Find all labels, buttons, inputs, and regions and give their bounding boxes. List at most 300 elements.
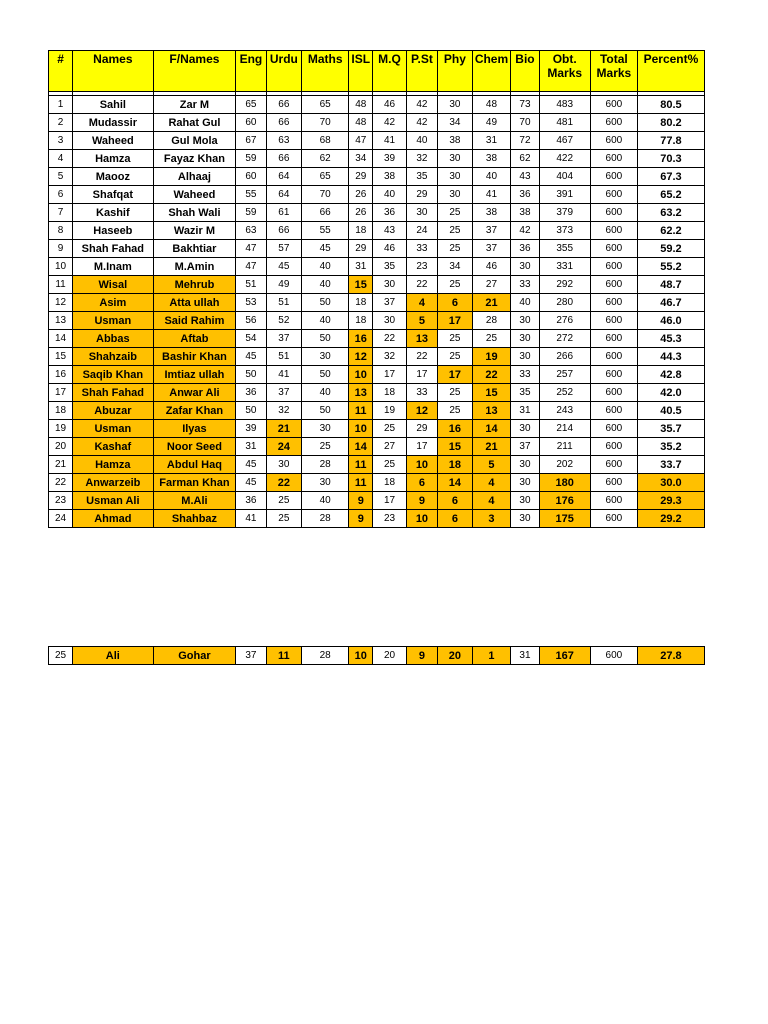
- isl-cell: 26: [349, 204, 373, 222]
- total-marks-cell: 600: [590, 132, 637, 150]
- mq-cell: 37: [373, 294, 406, 312]
- obtained-marks-cell: 180: [539, 474, 590, 492]
- chem-cell: 31: [472, 132, 511, 150]
- father-name-cell: Mehrub: [153, 276, 236, 294]
- percent-cell: 55.2: [637, 258, 704, 276]
- total-marks-cell: 600: [590, 348, 637, 366]
- mq-cell: 46: [373, 240, 406, 258]
- total-marks-header: Total Marks: [590, 51, 637, 92]
- mq-cell: 30: [373, 312, 406, 330]
- serial-cell: 6: [49, 186, 73, 204]
- isl-cell: 34: [349, 150, 373, 168]
- father-name-cell: Wazir M: [153, 222, 236, 240]
- pst-cell: 32: [406, 150, 437, 168]
- mq-cell: 25: [373, 420, 406, 438]
- maths-cell: 40: [302, 492, 349, 510]
- serial-cell: 22: [49, 474, 73, 492]
- mq-cell: 41: [373, 132, 406, 150]
- name-cell: Hamza: [73, 456, 154, 474]
- father-name-cell: Bakhtiar: [153, 240, 236, 258]
- urdu-cell: 41: [266, 366, 302, 384]
- obtained-marks-cell: 391: [539, 186, 590, 204]
- father-name-cell: Zafar Khan: [153, 402, 236, 420]
- total-marks-cell: 600: [590, 96, 637, 114]
- isl-cell: 9: [349, 510, 373, 528]
- obtained-marks-cell: 373: [539, 222, 590, 240]
- mq-cell: 27: [373, 438, 406, 456]
- percent-cell: 42.8: [637, 366, 704, 384]
- percent-cell: 27.8: [637, 647, 704, 665]
- isl-cell: 18: [349, 222, 373, 240]
- name-cell: Abuzar: [73, 402, 154, 420]
- eng-cell: 65: [236, 96, 266, 114]
- isl-cell: 48: [349, 96, 373, 114]
- chem-cell: 19: [472, 348, 511, 366]
- serial-cell: 14: [49, 330, 73, 348]
- serial-cell: 16: [49, 366, 73, 384]
- pst-cell: 42: [406, 96, 437, 114]
- table-row: [49, 96, 705, 114]
- isl-cell: 47: [349, 132, 373, 150]
- total-marks-cell: 600: [590, 168, 637, 186]
- father-name-cell: Noor Seed: [153, 438, 236, 456]
- chem-cell: 38: [472, 150, 511, 168]
- maths-header: Maths: [302, 51, 349, 92]
- percent-cell: 59.2: [637, 240, 704, 258]
- mq-cell: 20: [373, 647, 406, 665]
- total-marks-cell: 600: [590, 294, 637, 312]
- bio-cell: 30: [511, 456, 539, 474]
- maths-cell: 68: [302, 132, 349, 150]
- total-marks-cell: 600: [590, 276, 637, 294]
- serial-cell: 7: [49, 204, 73, 222]
- phy-cell: 25: [438, 204, 473, 222]
- mq-cell: 43: [373, 222, 406, 240]
- name-cell: Usman: [73, 420, 154, 438]
- chem-cell: 38: [472, 204, 511, 222]
- pst-cell: 22: [406, 276, 437, 294]
- bio-cell: 30: [511, 348, 539, 366]
- name-cell: M.Inam: [73, 258, 154, 276]
- pst-cell: 10: [406, 510, 437, 528]
- maths-cell: 55: [302, 222, 349, 240]
- pst-cell: 35: [406, 168, 437, 186]
- table-row: [49, 168, 705, 186]
- total-marks-cell: 600: [590, 258, 637, 276]
- total-marks-cell: 600: [590, 402, 637, 420]
- isl-cell: 31: [349, 258, 373, 276]
- percent-cell: 62.2: [637, 222, 704, 240]
- mq-cell: 17: [373, 492, 406, 510]
- name-cell: Shahzaib: [73, 348, 154, 366]
- chem-cell: 37: [472, 222, 511, 240]
- results-table: [48, 50, 705, 528]
- phy-cell: 30: [438, 150, 473, 168]
- eng-cell: 37: [236, 647, 266, 665]
- father-name-cell: M.Ali: [153, 492, 236, 510]
- maths-cell: 50: [302, 366, 349, 384]
- maths-cell: 40: [302, 312, 349, 330]
- chem-cell: 21: [472, 294, 511, 312]
- percent-cell: 30.0: [637, 474, 704, 492]
- mq-cell: 18: [373, 384, 406, 402]
- phy-cell: 20: [438, 647, 473, 665]
- phy-cell: 34: [438, 114, 473, 132]
- isl-cell: 11: [349, 474, 373, 492]
- serial-cell: 13: [49, 312, 73, 330]
- name-cell: Abbas: [73, 330, 154, 348]
- mq-cell: 25: [373, 456, 406, 474]
- mq-cell: 35: [373, 258, 406, 276]
- phy-cell: 6: [438, 492, 473, 510]
- serial-cell: 18: [49, 402, 73, 420]
- table-row: [49, 348, 705, 366]
- father-name-cell: Zar M: [153, 96, 236, 114]
- phy-cell: 6: [438, 294, 473, 312]
- serial-cell: 23: [49, 492, 73, 510]
- mq-cell: 30: [373, 276, 406, 294]
- pst-cell: 13: [406, 330, 437, 348]
- total-marks-cell: 600: [590, 222, 637, 240]
- eng-cell: 59: [236, 150, 266, 168]
- obtained-marks-header: Obt. Marks: [539, 51, 590, 92]
- table-row: [49, 438, 705, 456]
- mq-cell: 18: [373, 474, 406, 492]
- father-name-cell: Gohar: [153, 647, 236, 665]
- percent-header: Percent%: [637, 51, 704, 92]
- percent-cell: 77.8: [637, 132, 704, 150]
- urdu-cell: 63: [266, 132, 302, 150]
- father-name-cell: Abdul Haq: [153, 456, 236, 474]
- mq-cell: 19: [373, 402, 406, 420]
- isl-cell: 10: [349, 647, 373, 665]
- serial-cell: 10: [49, 258, 73, 276]
- eng-cell: 56: [236, 312, 266, 330]
- urdu-cell: 32: [266, 402, 302, 420]
- percent-cell: 80.2: [637, 114, 704, 132]
- obtained-marks-cell: 422: [539, 150, 590, 168]
- isl-cell: 11: [349, 402, 373, 420]
- chem-cell: 40: [472, 168, 511, 186]
- obtained-marks-cell: 211: [539, 438, 590, 456]
- urdu-header: Urdu: [266, 51, 302, 92]
- eng-cell: 47: [236, 240, 266, 258]
- percent-cell: 44.3: [637, 348, 704, 366]
- mq-cell: 17: [373, 366, 406, 384]
- chem-cell: 1: [472, 647, 511, 665]
- percent-cell: 48.7: [637, 276, 704, 294]
- table-row: [49, 204, 705, 222]
- obtained-marks-cell: 243: [539, 402, 590, 420]
- obtained-marks-cell: 379: [539, 204, 590, 222]
- maths-cell: 66: [302, 204, 349, 222]
- total-marks-cell: 600: [590, 420, 637, 438]
- table-row: [49, 114, 705, 132]
- chem-cell: 37: [472, 240, 511, 258]
- urdu-cell: 64: [266, 168, 302, 186]
- serial-cell: 1: [49, 96, 73, 114]
- isl-cell: 11: [349, 456, 373, 474]
- isl-cell: 48: [349, 114, 373, 132]
- obtained-marks-cell: 266: [539, 348, 590, 366]
- urdu-cell: 57: [266, 240, 302, 258]
- obtained-marks-cell: 167: [539, 647, 590, 665]
- eng-cell: 45: [236, 474, 266, 492]
- maths-cell: 50: [302, 294, 349, 312]
- total-marks-cell: 600: [590, 474, 637, 492]
- mq-cell: 22: [373, 330, 406, 348]
- percent-cell: 40.5: [637, 402, 704, 420]
- name-cell: Ahmad: [73, 510, 154, 528]
- table-row: [49, 420, 705, 438]
- name-cell: Shah Fahad: [73, 240, 154, 258]
- table-row: [49, 258, 705, 276]
- header-row: [49, 51, 705, 92]
- name-cell: Usman: [73, 312, 154, 330]
- chem-cell: 15: [472, 384, 511, 402]
- urdu-cell: 45: [266, 258, 302, 276]
- percent-cell: 63.2: [637, 204, 704, 222]
- table-row: [49, 132, 705, 150]
- bio-cell: 30: [511, 258, 539, 276]
- eng-cell: 36: [236, 492, 266, 510]
- mq-cell: 46: [373, 96, 406, 114]
- urdu-cell: 66: [266, 150, 302, 168]
- father-name-cell: Fayaz Khan: [153, 150, 236, 168]
- table-row: [49, 186, 705, 204]
- father-name-cell: Shahbaz: [153, 510, 236, 528]
- percent-cell: 45.3: [637, 330, 704, 348]
- chem-header: Chem: [472, 51, 511, 92]
- father-name-cell: Alhaaj: [153, 168, 236, 186]
- bio-cell: 31: [511, 402, 539, 420]
- total-marks-cell: 600: [590, 456, 637, 474]
- mq-cell: 42: [373, 114, 406, 132]
- father-name-cell: Farman Khan: [153, 474, 236, 492]
- eng-cell: 41: [236, 510, 266, 528]
- table-row: [49, 366, 705, 384]
- obtained-marks-cell: 202: [539, 456, 590, 474]
- table-row: [49, 647, 705, 665]
- urdu-cell: 11: [266, 647, 302, 665]
- isl-cell: 10: [349, 420, 373, 438]
- total-marks-cell: 600: [590, 204, 637, 222]
- table-row: [49, 240, 705, 258]
- obtained-marks-cell: 276: [539, 312, 590, 330]
- table-row: [49, 294, 705, 312]
- serial-cell: 20: [49, 438, 73, 456]
- maths-cell: 25: [302, 438, 349, 456]
- serial-cell: 5: [49, 168, 73, 186]
- eng-cell: 50: [236, 366, 266, 384]
- mq-cell: 38: [373, 168, 406, 186]
- serial-cell: 15: [49, 348, 73, 366]
- isl-cell: 29: [349, 168, 373, 186]
- mq-cell: 23: [373, 510, 406, 528]
- total-marks-cell: 600: [590, 510, 637, 528]
- obtained-marks-cell: 355: [539, 240, 590, 258]
- pst-cell: 29: [406, 420, 437, 438]
- pst-cell: 22: [406, 348, 437, 366]
- bio-cell: 30: [511, 492, 539, 510]
- name-cell: Usman Ali: [73, 492, 154, 510]
- isl-cell: 18: [349, 312, 373, 330]
- phy-cell: 25: [438, 384, 473, 402]
- name-cell: Kashif: [73, 204, 154, 222]
- percent-cell: 46.7: [637, 294, 704, 312]
- eng-cell: 63: [236, 222, 266, 240]
- urdu-cell: 49: [266, 276, 302, 294]
- total-marks-cell: 600: [590, 150, 637, 168]
- obtained-marks-cell: 176: [539, 492, 590, 510]
- chem-cell: 41: [472, 186, 511, 204]
- urdu-cell: 66: [266, 96, 302, 114]
- pst-cell: 23: [406, 258, 437, 276]
- isl-cell: 9: [349, 492, 373, 510]
- serial-cell: 12: [49, 294, 73, 312]
- chem-cell: 27: [472, 276, 511, 294]
- total-marks-cell: 600: [590, 384, 637, 402]
- serial-cell: 8: [49, 222, 73, 240]
- bio-cell: 35: [511, 384, 539, 402]
- pst-header: P.St: [406, 51, 437, 92]
- phy-cell: 14: [438, 474, 473, 492]
- phy-cell: 18: [438, 456, 473, 474]
- table-row: [49, 510, 705, 528]
- mq-header: M.Q: [373, 51, 406, 92]
- phy-cell: 17: [438, 366, 473, 384]
- father-name-cell: Ilyas: [153, 420, 236, 438]
- obtained-marks-cell: 483: [539, 96, 590, 114]
- total-marks-cell: 600: [590, 186, 637, 204]
- isl-cell: 16: [349, 330, 373, 348]
- isl-cell: 26: [349, 186, 373, 204]
- bio-cell: 30: [511, 510, 539, 528]
- phy-cell: 25: [438, 222, 473, 240]
- maths-cell: 45: [302, 240, 349, 258]
- percent-cell: 80.5: [637, 96, 704, 114]
- names-header: Names: [73, 51, 154, 92]
- father-name-cell: Shah Wali: [153, 204, 236, 222]
- maths-cell: 65: [302, 96, 349, 114]
- eng-cell: 60: [236, 168, 266, 186]
- obtained-marks-cell: 175: [539, 510, 590, 528]
- name-cell: Maooz: [73, 168, 154, 186]
- chem-cell: 49: [472, 114, 511, 132]
- pst-cell: 40: [406, 132, 437, 150]
- eng-header: Eng: [236, 51, 266, 92]
- pst-cell: 9: [406, 647, 437, 665]
- serial-cell: 21: [49, 456, 73, 474]
- pst-cell: 33: [406, 240, 437, 258]
- pst-cell: 17: [406, 366, 437, 384]
- bio-cell: 33: [511, 366, 539, 384]
- eng-cell: 50: [236, 402, 266, 420]
- chem-cell: 13: [472, 402, 511, 420]
- table-row: [49, 222, 705, 240]
- bio-cell: 37: [511, 438, 539, 456]
- percent-cell: 65.2: [637, 186, 704, 204]
- phy-cell: 25: [438, 240, 473, 258]
- bio-cell: 72: [511, 132, 539, 150]
- percent-cell: 70.3: [637, 150, 704, 168]
- table-row: [49, 402, 705, 420]
- percent-cell: 35.2: [637, 438, 704, 456]
- urdu-cell: 24: [266, 438, 302, 456]
- serial-cell: 9: [49, 240, 73, 258]
- father-names-header: F/Names: [153, 51, 236, 92]
- percent-cell: 42.0: [637, 384, 704, 402]
- eng-cell: 53: [236, 294, 266, 312]
- obtained-marks-cell: 252: [539, 384, 590, 402]
- percent-cell: 67.3: [637, 168, 704, 186]
- percent-cell: 29.2: [637, 510, 704, 528]
- maths-cell: 62: [302, 150, 349, 168]
- phy-cell: 34: [438, 258, 473, 276]
- obtained-marks-cell: 331: [539, 258, 590, 276]
- serial-cell: 24: [49, 510, 73, 528]
- bio-header: Bio: [511, 51, 539, 92]
- isl-cell: 14: [349, 438, 373, 456]
- phy-cell: 25: [438, 348, 473, 366]
- pst-cell: 5: [406, 312, 437, 330]
- chem-cell: 28: [472, 312, 511, 330]
- mq-cell: 36: [373, 204, 406, 222]
- total-marks-cell: 600: [590, 330, 637, 348]
- total-marks-cell: 600: [590, 438, 637, 456]
- urdu-cell: 52: [266, 312, 302, 330]
- eng-cell: 55: [236, 186, 266, 204]
- name-cell: Mudassir: [73, 114, 154, 132]
- name-cell: Ali: [73, 647, 154, 665]
- father-name-cell: Waheed: [153, 186, 236, 204]
- pst-cell: 9: [406, 492, 437, 510]
- total-marks-cell: 600: [590, 312, 637, 330]
- eng-cell: 47: [236, 258, 266, 276]
- maths-cell: 28: [302, 510, 349, 528]
- phy-cell: 25: [438, 402, 473, 420]
- bio-cell: 40: [511, 294, 539, 312]
- name-cell: Kashaf: [73, 438, 154, 456]
- eng-cell: 67: [236, 132, 266, 150]
- urdu-cell: 21: [266, 420, 302, 438]
- obtained-marks-cell: 481: [539, 114, 590, 132]
- chem-cell: 48: [472, 96, 511, 114]
- table-row: [49, 492, 705, 510]
- pst-cell: 42: [406, 114, 437, 132]
- chem-cell: 22: [472, 366, 511, 384]
- pst-cell: 30: [406, 204, 437, 222]
- obtained-marks-cell: 292: [539, 276, 590, 294]
- name-cell: Anwarzeib: [73, 474, 154, 492]
- urdu-cell: 37: [266, 384, 302, 402]
- maths-cell: 50: [302, 330, 349, 348]
- bio-cell: 38: [511, 204, 539, 222]
- obtained-marks-cell: 467: [539, 132, 590, 150]
- father-name-cell: M.Amin: [153, 258, 236, 276]
- table-row: [49, 330, 705, 348]
- urdu-cell: 66: [266, 114, 302, 132]
- serial-cell: 17: [49, 384, 73, 402]
- chem-cell: 25: [472, 330, 511, 348]
- name-cell: Sahil: [73, 96, 154, 114]
- chem-cell: 4: [472, 492, 511, 510]
- pst-cell: 12: [406, 402, 437, 420]
- mq-cell: 40: [373, 186, 406, 204]
- bio-cell: 30: [511, 474, 539, 492]
- table-row: [49, 474, 705, 492]
- extra-results-table: [48, 646, 705, 665]
